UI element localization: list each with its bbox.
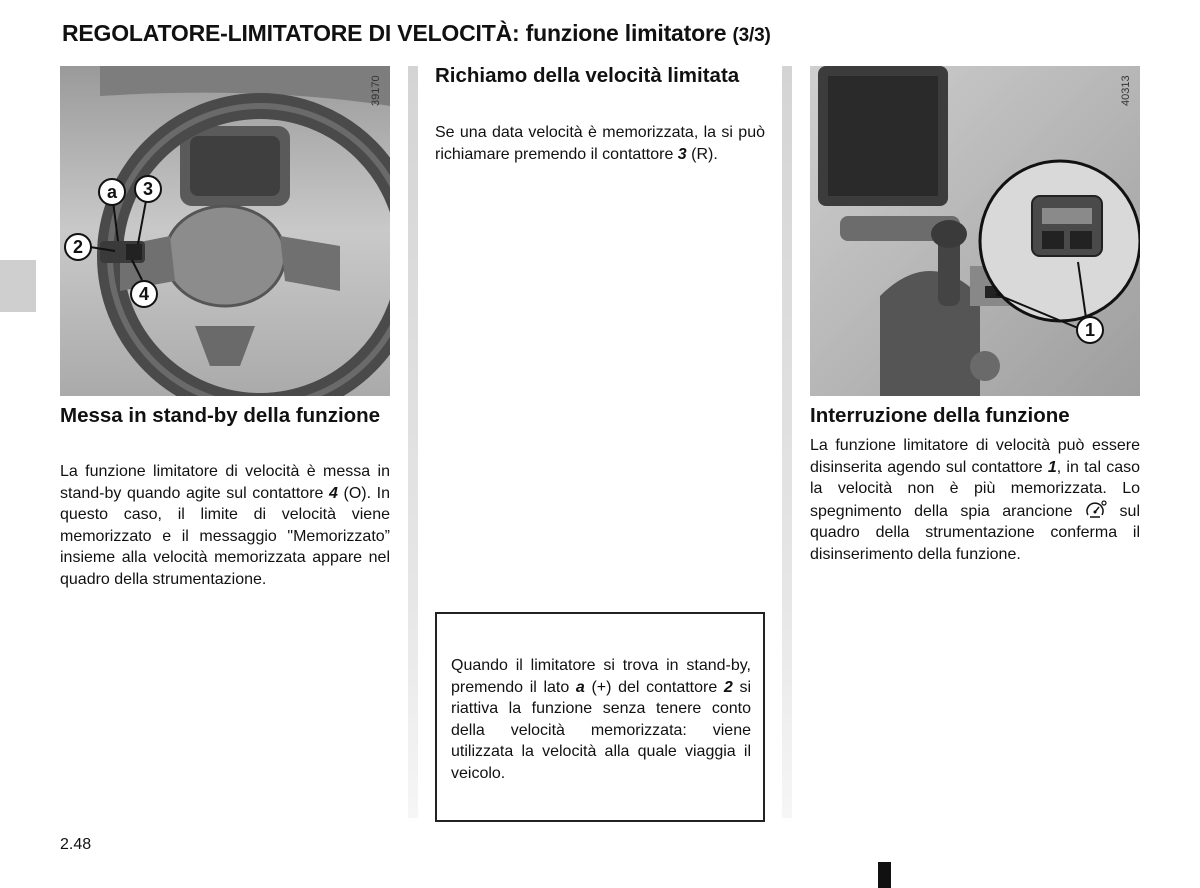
callout-4 <box>131 281 157 307</box>
figure-number-left: 39170 <box>370 75 382 106</box>
column-divider-left <box>408 66 418 818</box>
footer-marker <box>878 862 891 888</box>
recall-heading: Richiamo della velocità limitata <box>435 64 740 87</box>
page-title: REGOLATORE-LIMITATORE DI VELOCITÀ: funzione limitatore (3/3) <box>62 20 771 46</box>
column-divider-right <box>782 66 792 818</box>
recall-ref: 3 <box>677 145 687 163</box>
standby-body: La funzione limitatore di velocità è messa in stand-by quando agite sul contattore 4 (O). In questo caso, il limite di velocità viene memorizzato e il messaggio "Memorizzato” insieme alla velocità memorizzata appare nel quadro della strumentazione. <box>60 463 390 588</box>
callout-2 <box>65 234 91 260</box>
callout-2-label: 2 <box>72 237 84 257</box>
stop-heading: Interruzione della funzione <box>810 404 1070 427</box>
callout-1-label: 1 <box>1084 320 1096 340</box>
steering-wheel-figure <box>60 66 390 396</box>
section-tab <box>0 260 36 312</box>
stop-body: La funzione limitatore di velocità può essere disinserita agendo sul contattore 1, in tal caso la velocità non è più memorizzata. Lo spegnimento della spia arancione sul quadro della strumentazione conferma il disinserimento della funzione. <box>810 437 1141 563</box>
callout-3 <box>135 176 161 202</box>
console-figure <box>810 66 1140 396</box>
speed-limiter-warning-icon <box>1085 500 1107 520</box>
page-number: 2.48 <box>60 836 92 853</box>
callout-a-label: a <box>106 182 118 202</box>
note-text: Quando il limitatore si trova in stand-by, premendo il lato a (+) del contattore 2 si riattiva la funzione senza tenere conto della velocità memorizzata: viene utilizzata la velocità alla quale viaggia il veicolo. <box>451 657 751 782</box>
note-ref-2: 2 <box>723 678 733 696</box>
note-box <box>435 612 765 822</box>
title-part: (3/3) <box>732 25 771 46</box>
callout-4-label: 4 <box>138 284 150 304</box>
stop-ref: 1 <box>1047 458 1057 476</box>
recall-body: Se una data velocità è memorizzata, la si può richiamare premendo il contattore 3 (R). <box>435 124 765 163</box>
standby-heading: Messa in stand-by della funzione <box>60 404 381 427</box>
standby-ref: 4 <box>329 484 338 502</box>
callout-3-label: 3 <box>142 179 154 199</box>
callout-1 <box>1077 317 1103 343</box>
note-ref-a: a <box>575 678 585 696</box>
callout-a <box>99 179 125 205</box>
figure-number-right: 40313 <box>1120 75 1132 106</box>
